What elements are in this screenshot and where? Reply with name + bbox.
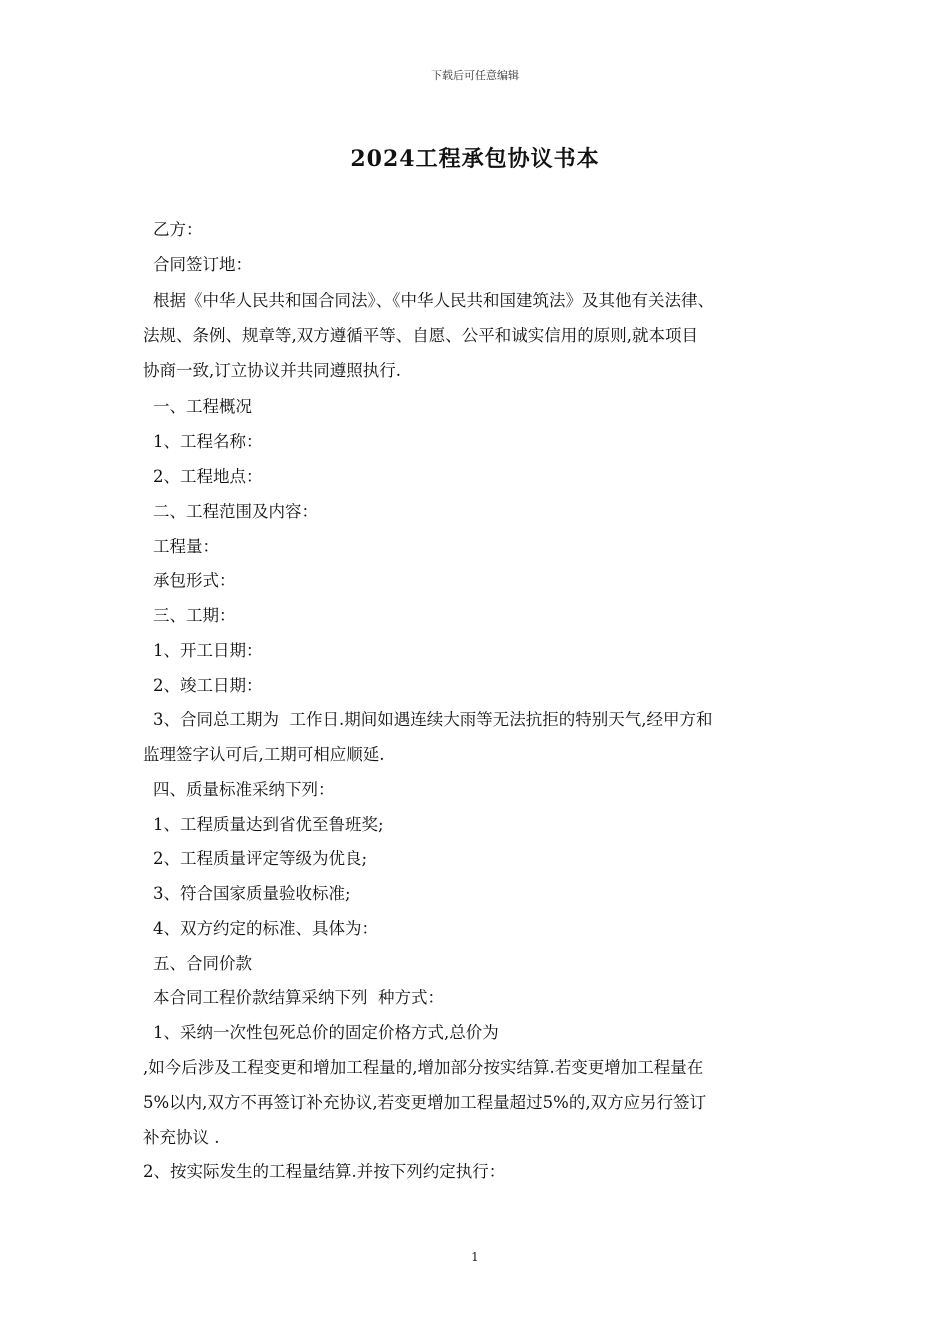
body-line: 一、工程概况: [153, 397, 252, 416]
body-line: 二、工程范围及内容：: [153, 502, 318, 521]
body-line: 四、质量标准采纳下列：: [153, 780, 335, 799]
body-line: 本合同工程价款结算采纳下列 种方式：: [153, 988, 444, 1007]
body-line: 工程量：: [153, 537, 219, 556]
body-line: 2、工程质量评定等级为优良;: [153, 849, 368, 868]
body-line: 监理签字认可后,工期可相应顺延.: [143, 745, 385, 764]
body-line: 1、采纳一次性包死总价的固定价格方式,总价为: [153, 1023, 499, 1042]
body-line: 补充协议 .: [143, 1128, 220, 1147]
body-line: 三、工期：: [153, 606, 236, 625]
header-note: 下载后可任意编辑: [431, 69, 519, 82]
body-line: 1、工程名称：: [153, 432, 263, 451]
body-line: 协商一致,订立协议并共同遵照执行.: [143, 361, 401, 380]
body-line: 1、开工日期：: [153, 641, 263, 660]
body-line: 3、合同总工期为 工作日.期间如遇连续大雨等无法抗拒的特别天气,经甲方和: [153, 710, 713, 729]
body-line: 2、按实际发生的工程量结算.并按下列约定执行：: [143, 1162, 506, 1181]
body-line: 乙方：: [153, 220, 203, 239]
body-line: 2、工程地点：: [153, 467, 263, 486]
body-line: 4、双方约定的标准、具体为：: [153, 919, 378, 938]
body-line: 1、工程质量达到省优至鲁班奖;: [153, 815, 384, 834]
body-line: ,如今后涉及工程变更和增加工程量的,增加部分按实结算.若变更增加工程量在: [143, 1058, 704, 1077]
body-line: 承包形式：: [153, 571, 236, 590]
body-line: 3、符合国家质量验收标准;: [153, 884, 351, 903]
body-line: 5%以内,双方不再签订补充协议,若变更增加工程量超过5%的,双方应另行签订: [143, 1093, 707, 1112]
body-line: 五、合同价款: [153, 954, 252, 973]
document-title: 2024工程承包协议书本: [350, 146, 600, 172]
body-line: 根据《中华人民共和国合同法》、《中华人民共和国建筑法》及其他有关法律、: [153, 291, 714, 310]
body-line: 2、竣工日期：: [153, 676, 263, 695]
body-line: 合同签订地：: [153, 255, 252, 274]
page-number: 1: [471, 1250, 479, 1264]
body-line: 法规、条例、规章等,双方遵循平等、自愿、公平和诚实信用的原则,就本项目: [143, 326, 698, 345]
